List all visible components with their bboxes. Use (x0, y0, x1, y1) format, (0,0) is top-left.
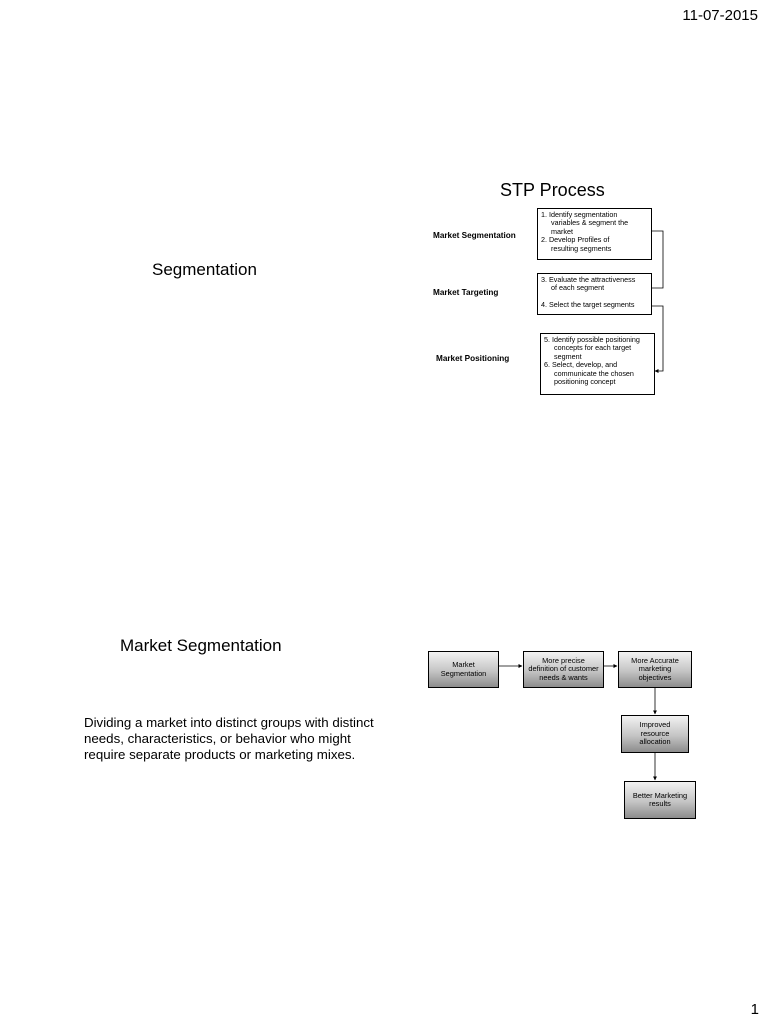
flow-box-accurate-objectives: More Accurate marketing objectives (618, 651, 692, 688)
stp-box1-line: variables & segment the (551, 218, 629, 228)
stp-box3-line: concepts for each target (554, 343, 632, 353)
stp-label-segmentation: Market Segmentation (433, 231, 516, 240)
stp-box2-line: 4. Select the target segments (541, 299, 635, 309)
slide-title-market-segmentation: Market Segmentation (120, 636, 282, 655)
stp-box1-line: resulting segments (551, 243, 612, 253)
page-number: 1 (750, 1001, 759, 1018)
stp-box3-line: positioning concept (554, 377, 616, 387)
flow-box-resource-allocation: Improved resource allocation (621, 715, 689, 753)
flow-box-precise-definition: More precise definition of customer needs & wants (523, 651, 604, 688)
stp-box-positioning (540, 333, 655, 395)
stp-box2-line: 3. Evaluate the attractiveness (541, 275, 636, 284)
stp-box1-line: 1. Identify segmentation (541, 210, 618, 219)
definition-text: Dividing a market into distinct groups with distinct needs, characteristics, or behavior who might require separate products or marketing mixes. (84, 715, 374, 762)
stp-box-targeting (537, 273, 652, 315)
stp-box-segmentation (537, 208, 652, 260)
stp-connector-1-2 (652, 231, 663, 288)
header-date: 11-07-2015 (682, 7, 758, 24)
stp-box3-line: 5. Identify possible positioning (544, 335, 640, 344)
stp-box1-line: 2. Develop Profiles of (541, 235, 610, 245)
flow-box-better-results: Better Marketing results (624, 781, 696, 819)
stp-process-title: STP Process (500, 180, 605, 200)
stp-box2-line: of each segment (551, 283, 605, 293)
slide-title-segmentation: Segmentation (152, 260, 257, 279)
stp-label-targeting: Market Targeting (433, 288, 499, 297)
stp-label-positioning: Market Positioning (436, 354, 510, 363)
stp-box3-line: segment (554, 351, 582, 361)
stp-box3-line: communicate the chosen (554, 368, 634, 378)
stp-box1-line: market (551, 226, 573, 236)
flow-box-market-segmentation: Market Segmentation (428, 651, 499, 688)
stp-box3-line: 6. Select, develop, and (544, 360, 618, 370)
